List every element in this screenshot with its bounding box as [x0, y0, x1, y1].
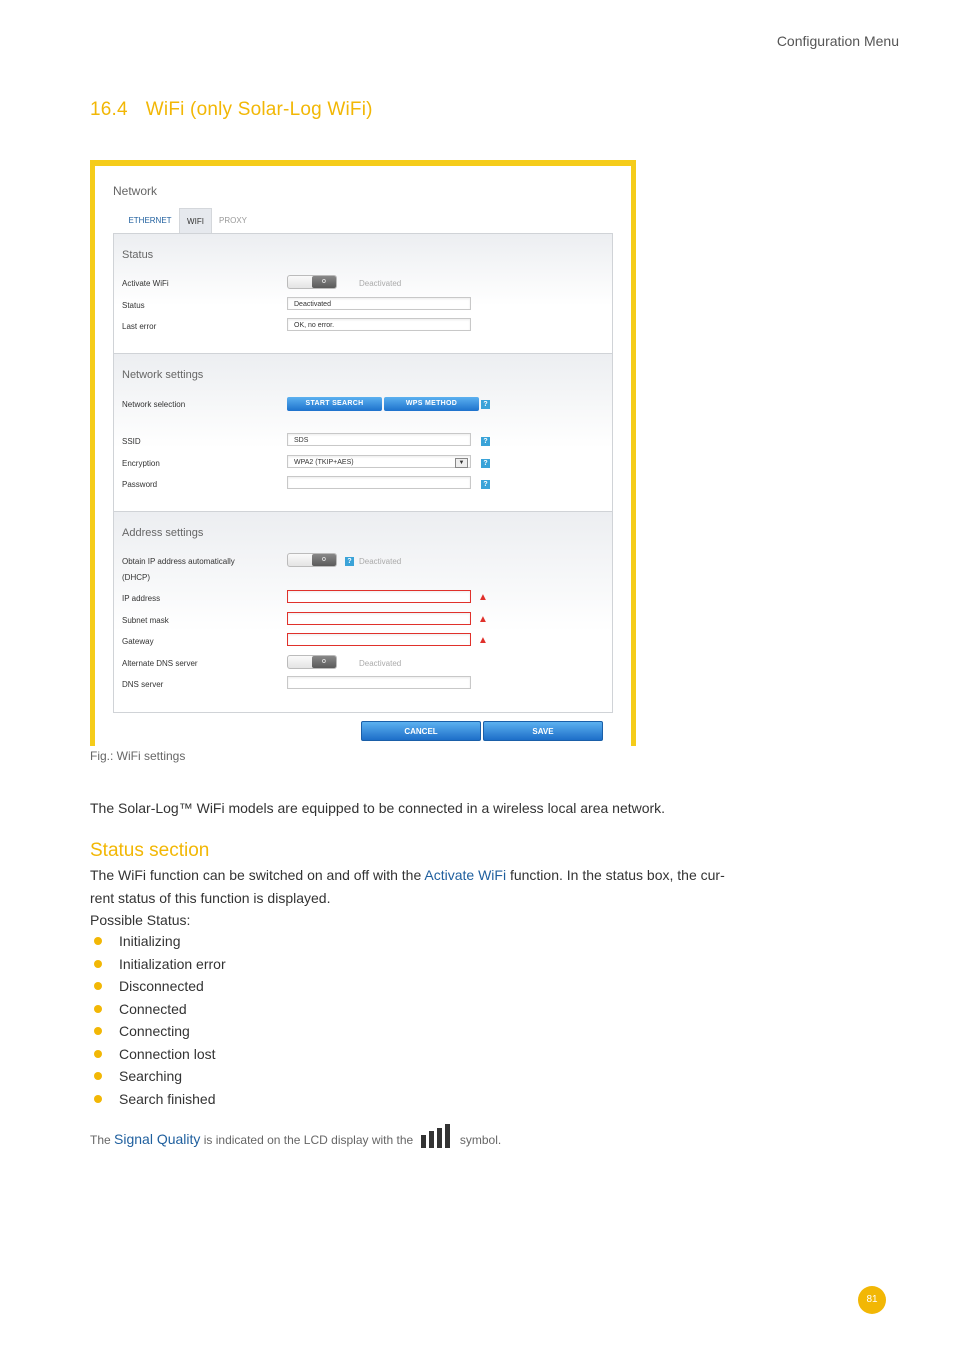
help-icon[interactable]: ?: [345, 557, 354, 566]
dns-server-input[interactable]: [287, 676, 471, 689]
dhcp-toggle[interactable]: [287, 553, 337, 567]
warning-icon: ▲: [478, 592, 488, 603]
text-run: symbol.: [456, 1133, 502, 1147]
list-item-text: Connecting: [119, 1023, 190, 1039]
list-item: [90, 930, 226, 953]
list-item-text: Initialization error: [119, 955, 226, 972]
help-icon[interactable]: ?: [481, 400, 490, 409]
last-error-label: Last error: [122, 322, 157, 331]
list-item: [90, 1020, 226, 1043]
bullet-icon: [94, 1072, 102, 1080]
status-field[interactable]: Deactivated: [287, 297, 471, 310]
cancel-button[interactable]: CANCEL: [361, 721, 481, 741]
help-icon[interactable]: ?: [481, 437, 490, 446]
text-run: The WiFi function can be switched on and off with the: [90, 867, 425, 883]
intro-paragraph: The Solar-Log™ WiFi models are equipped to be connected in a wireless local area network.: [90, 800, 666, 816]
network-selection-label: Network selection: [122, 400, 186, 409]
tab-wifi[interactable]: WIFI: [179, 208, 212, 235]
list-item: [90, 998, 226, 1021]
signal-bars-icon: [421, 1124, 453, 1148]
signal-quality-link: Signal Quality: [114, 1131, 201, 1147]
dns-server-label: DNS server: [122, 680, 164, 689]
password-input[interactable]: [287, 476, 471, 489]
dhcp-label-sub: (DHCP): [122, 573, 150, 582]
list-item-text: Disconnected: [119, 978, 204, 994]
screenshot-frame: [90, 160, 636, 746]
text-run: function. In the status box, the cur-: [506, 867, 725, 883]
status-title: Status: [122, 249, 154, 261]
toggle-knob: o: [312, 554, 336, 566]
chevron-down-icon[interactable]: ▼: [455, 458, 468, 468]
list-item-text: Connection lost: [119, 1045, 216, 1062]
subnet-mask-input[interactable]: [287, 612, 471, 625]
activate-wifi-link: Activate WiFi: [424, 867, 507, 883]
help-icon[interactable]: ?: [481, 459, 490, 468]
section-number: 16.4: [90, 99, 128, 120]
encryption-value: WPA2 (TKIP+AES): [294, 459, 354, 466]
encryption-label: Encryption: [122, 459, 160, 468]
address-settings-section: [114, 512, 612, 712]
wps-method-button[interactable]: WPS METHOD: [384, 397, 479, 411]
dhcp-state: Deactivated: [359, 557, 402, 566]
alt-dns-toggle[interactable]: [287, 655, 337, 669]
list-item: [90, 1088, 226, 1111]
list-item-text: Search finished: [119, 1090, 216, 1107]
bullet-icon: [94, 982, 102, 990]
settings-panel: [113, 233, 613, 713]
activate-wifi-state: Deactivated: [359, 279, 402, 288]
network-settings-title: Network settings: [122, 369, 204, 381]
status-list: [90, 930, 226, 1110]
activate-wifi-label: Activate WiFi: [122, 279, 169, 288]
list-item: [90, 975, 226, 998]
toggle-knob: o: [312, 276, 336, 288]
list-item-text: Searching: [119, 1068, 183, 1084]
ip-address-input[interactable]: [287, 590, 471, 603]
section-title: [90, 99, 373, 121]
tab-ethernet[interactable]: ETHERNET: [128, 216, 172, 225]
signal-bar: [445, 1124, 450, 1148]
list-item-text: Initializing: [119, 933, 181, 949]
signal-bar: [437, 1128, 442, 1148]
start-search-button[interactable]: START SEARCH: [287, 397, 382, 411]
list-item: [90, 1065, 226, 1088]
section-title-text: WiFi (only Solar-Log WiFi): [145, 99, 373, 120]
ssid-input[interactable]: SDS: [287, 433, 471, 446]
help-icon[interactable]: ?: [481, 480, 490, 489]
status-label: Status: [122, 301, 145, 310]
list-item-text: Connected: [119, 1000, 187, 1017]
activate-wifi-toggle[interactable]: [287, 275, 337, 289]
alt-dns-state: Deactivated: [359, 659, 402, 668]
bullet-icon: [94, 1095, 102, 1103]
status-paragraph-line1: [90, 867, 810, 883]
bullet-icon: [94, 1005, 102, 1013]
warning-icon: ▲: [478, 635, 488, 646]
bullet-icon: [94, 960, 102, 968]
text-run: The: [90, 1133, 115, 1147]
page-number: 81: [858, 1286, 886, 1314]
network-title: Network: [113, 184, 158, 198]
address-settings-title: Address settings: [122, 527, 204, 539]
bullet-icon: [94, 937, 102, 945]
tab-proxy[interactable]: PROXY: [218, 216, 247, 225]
figure-caption: Fig.: WiFi settings: [90, 749, 186, 763]
gateway-input[interactable]: [287, 633, 471, 646]
list-item: [90, 953, 226, 976]
password-label: Password: [122, 480, 158, 489]
dhcp-label: Obtain IP address automatically: [122, 557, 235, 566]
bullet-icon: [94, 1050, 102, 1058]
signal-bar: [421, 1135, 426, 1148]
alt-dns-label: Alternate DNS server: [122, 659, 198, 668]
possible-status-label: Possible Status:: [90, 912, 191, 928]
running-header: Configuration Menu: [776, 33, 899, 49]
gateway-label: Gateway: [122, 637, 154, 646]
save-button[interactable]: SAVE: [483, 721, 603, 741]
status-section-title: Status section: [90, 840, 210, 861]
warning-icon: ▲: [478, 614, 488, 625]
bullet-icon: [94, 1027, 102, 1035]
network-settings-section: [114, 354, 612, 512]
subnet-mask-label: Subnet mask: [122, 616, 169, 625]
ssid-label: SSID: [122, 437, 141, 446]
text-run: is indicated on the LCD display with the: [200, 1133, 414, 1147]
ip-address-label: IP address: [122, 594, 161, 603]
status-paragraph-line2: rent status of this function is displayed.: [90, 890, 331, 906]
signal-bar: [429, 1131, 434, 1148]
encryption-select[interactable]: [287, 455, 471, 468]
last-error-field[interactable]: OK, no error.: [287, 318, 471, 331]
list-item: [90, 1043, 226, 1066]
toggle-knob: o: [312, 656, 336, 668]
status-section: [114, 234, 612, 354]
screenshot-content: [95, 166, 631, 746]
signal-quality-paragraph: [90, 1124, 501, 1148]
